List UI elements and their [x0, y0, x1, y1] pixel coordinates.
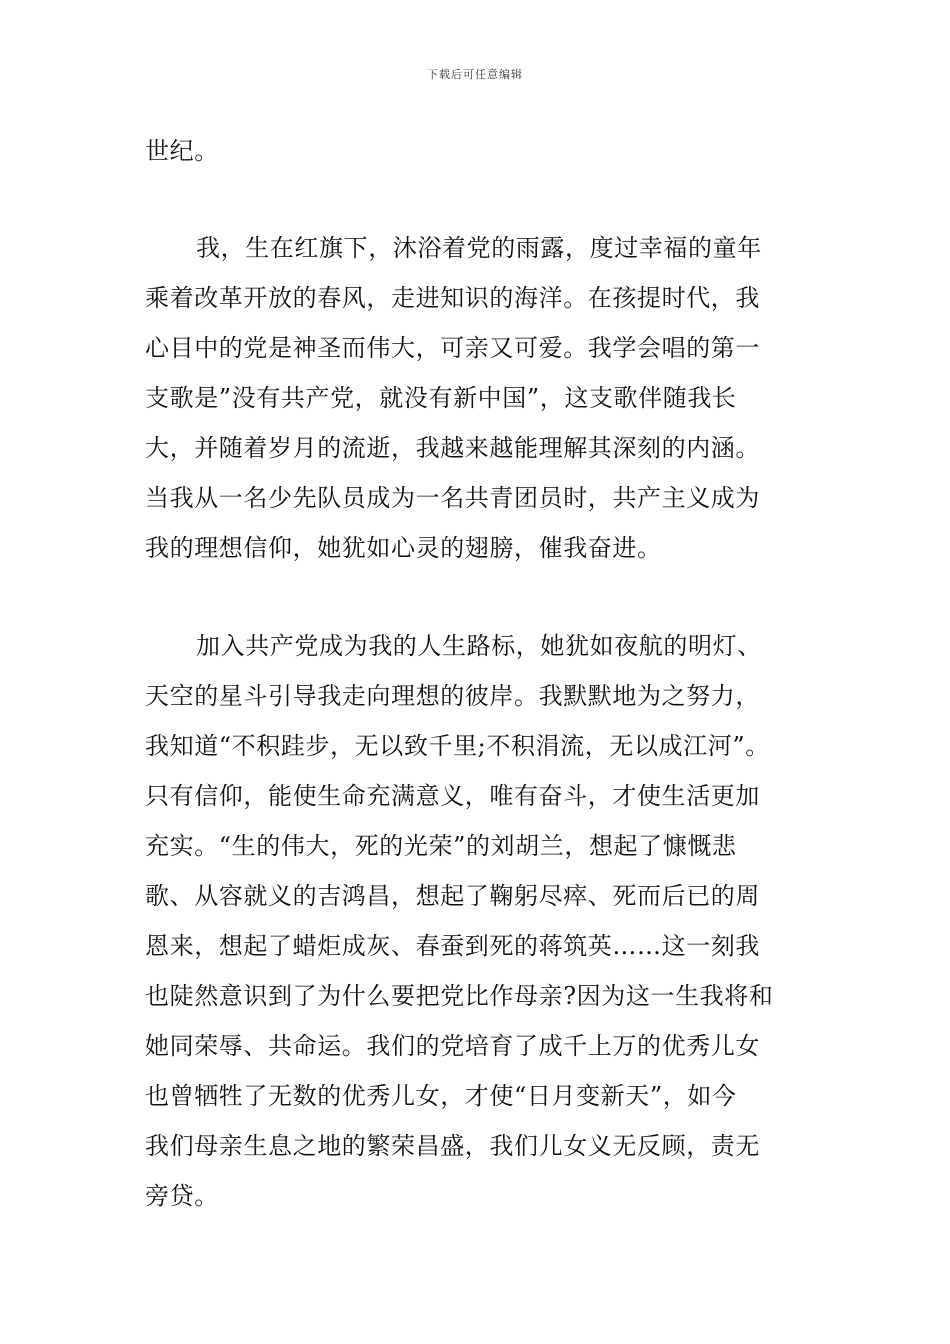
text-line: 我们母亲生息之地的繁荣昌盛，我们儿女义无反顾，责无 — [145, 1132, 760, 1160]
text-line: 也陡然意识到了为什么要把党比作母亲?因为这一生我将和 — [145, 982, 774, 1010]
text-line: 支歌是”没有共产党，就没有新中国”，这支歌伴随我长 — [145, 384, 737, 412]
text-line: 当我从一名少先队员成为一名共青团员时，共产主义成为 — [145, 484, 760, 512]
text-line: 歌、从容就义的吉鸿昌，想起了鞠躬尽瘁、死而后已的周 — [145, 882, 760, 910]
text-line: 恩来，想起了蜡炬成灰、春蚕到死的蒋筑英……这一刻我 — [145, 932, 760, 960]
text-line: 也曾牺牲了无数的优秀儿女，才使“日月变新天”，如今 — [145, 1082, 737, 1110]
text-line: 她同荣辱、共命运。我们的党培育了成千上万的优秀儿女 — [145, 1032, 760, 1060]
text-line: 旁贷。 — [145, 1182, 219, 1210]
text-line: 加入共产党成为我的人生路标，她犹如夜航的明灯、 — [196, 632, 762, 660]
text-line: 世纪。 — [145, 137, 219, 165]
text-line: 乘着改革开放的春风，走进知识的海洋。在孩提时代，我 — [145, 284, 760, 312]
text-line: 只有信仰，能使生命充满意义，唯有奋斗，才使生活更加 — [145, 782, 760, 810]
text-line: 我，生在红旗下，沐浴着党的雨露，度过幸福的童年 — [196, 234, 762, 262]
text-line: 大，并随着岁月的流逝，我越来越能理解其深刻的内涵。 — [145, 434, 760, 462]
header-note: 下载后可任意编辑 — [427, 68, 523, 81]
text-line: 心目中的党是神圣而伟大，可亲又可爱。我学会唱的第一 — [145, 334, 760, 362]
text-line: 天空的星斗引导我走向理想的彼岸。我默默地为之努力， — [145, 682, 760, 710]
text-line: 我的理想信仰，她犹如心灵的翅膀，催我奋进。 — [145, 534, 662, 562]
text-line: 我知道“不积跬步，无以致千里;不积涓流，无以成江河”。 — [145, 732, 770, 760]
text-line: 充实。“生的伟大，死的光荣”的刘胡兰，想起了慷慨悲 — [145, 832, 737, 860]
